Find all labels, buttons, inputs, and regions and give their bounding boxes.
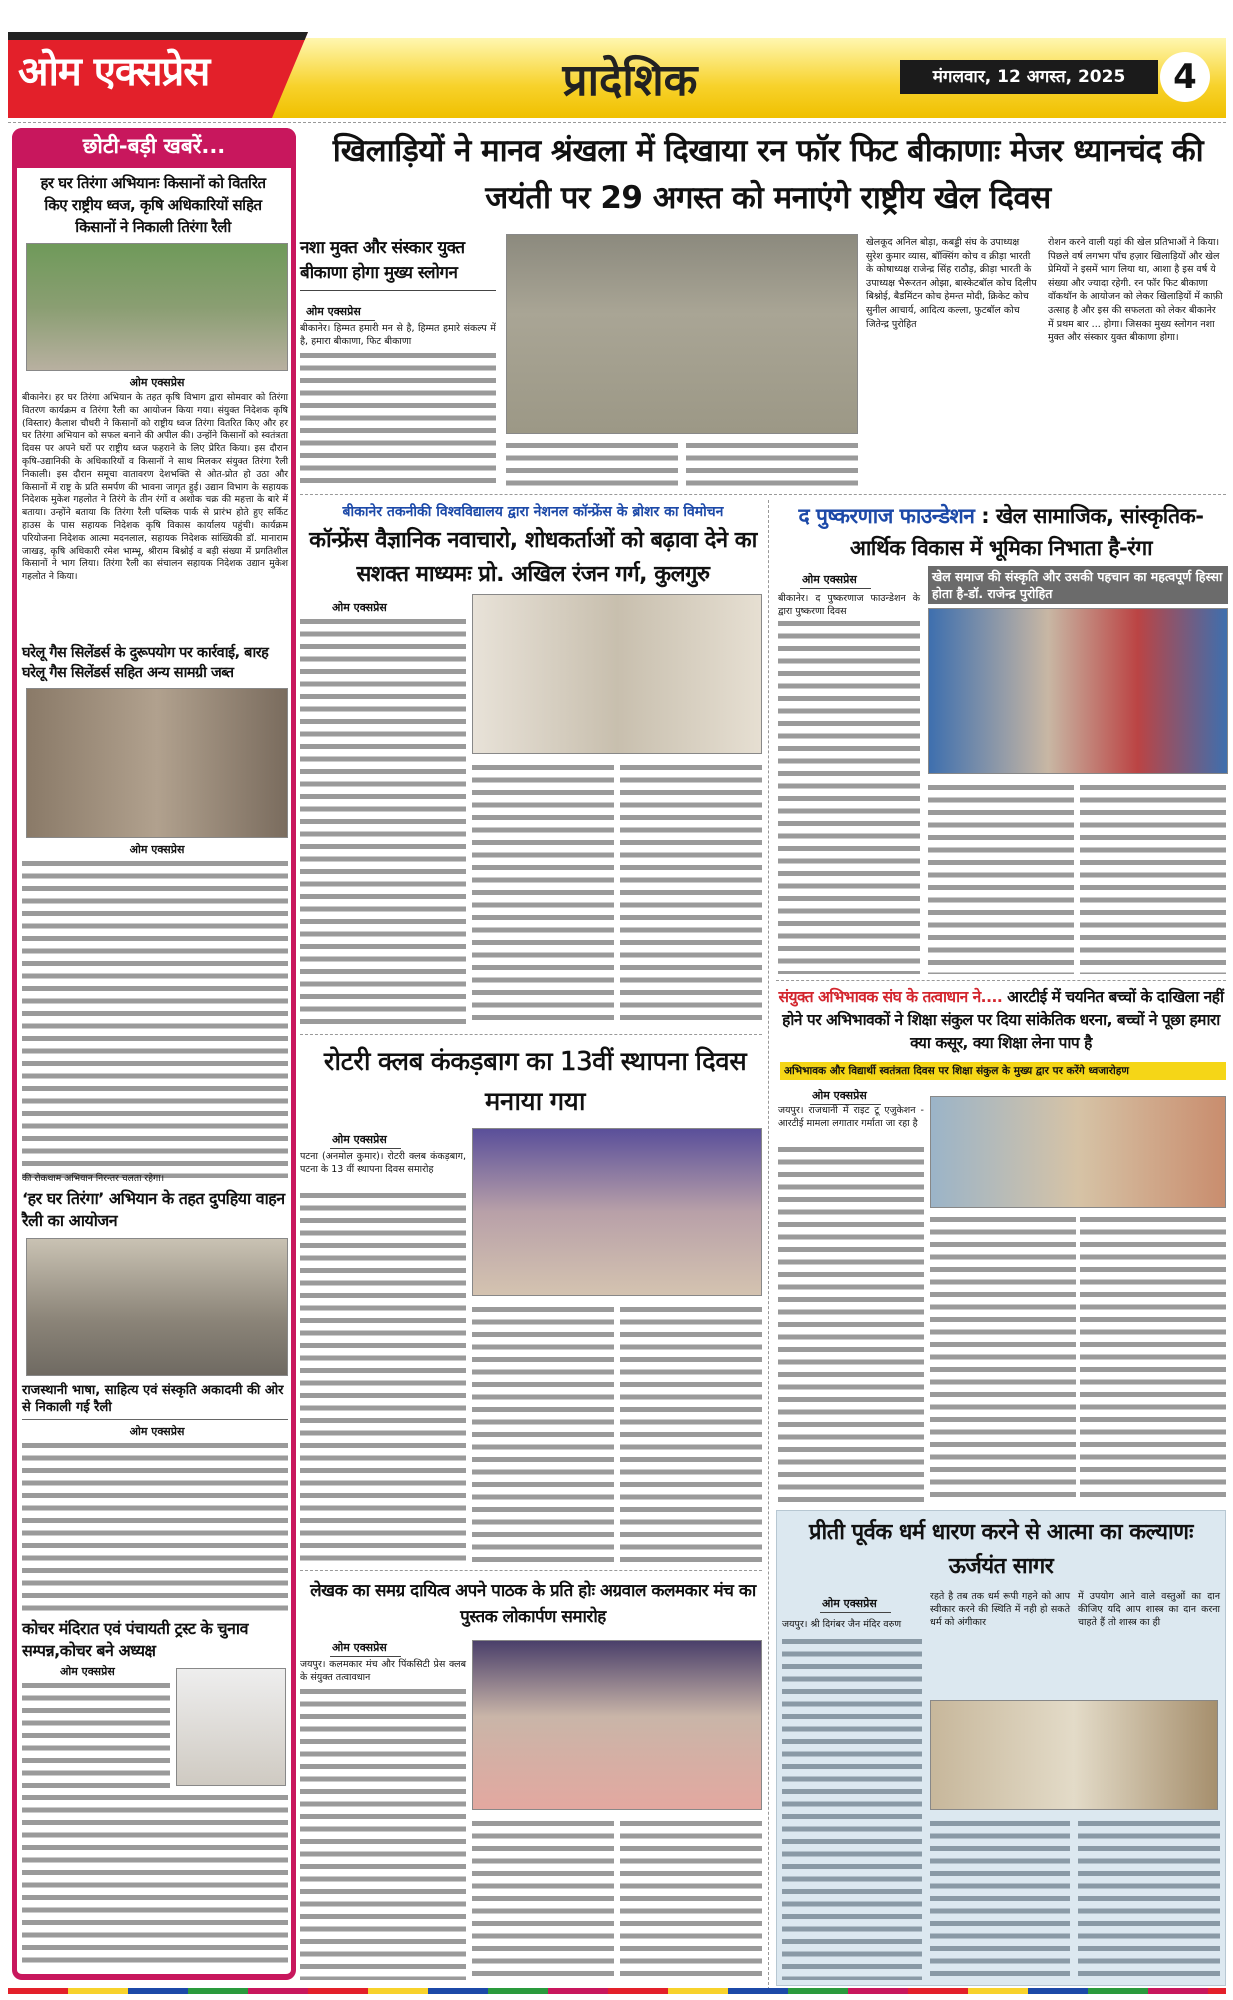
lead-subhead: नशा मुक्त और संस्कार युक्त बीकाणा होगा मुख्य स्लोगन [300, 236, 496, 291]
divider [300, 1570, 762, 1571]
dharma-body-col3: में उपयोग आने वाले वस्तुओं का दान कीजिए यदि आप शास्त्र का दान करना चाहते हैं तो शास्त्र का ही [1078, 1591, 1220, 1628]
photo-brochure-release [472, 594, 762, 754]
conference-kicker: बीकानेर तकनीकी विश्वविद्यालय द्वारा नेशनल कॉन्फ्रेंस के ब्रोशर का विमोचन [342, 504, 724, 520]
rotary-headline: रोटरी क्लब कंकड़बाग का 13वीं स्थापना दिवस मनाया गया [323, 1047, 747, 1117]
photo-gas-cylinders [26, 688, 288, 838]
footer-bar [8, 1988, 1226, 1994]
dharma-headline: प्रीती पूर्वक धर्म धारण करने से आत्मा का कल्याणः ऊर्जयंत सागर [808, 1520, 1194, 1579]
photo-pushkarna-event [928, 608, 1228, 774]
photo-credit: ओम एक्सप्रेस [129, 843, 185, 856]
date-box: मंगलवार, 12 अगस्त, 2025 [900, 60, 1158, 94]
lead-body-col2b [686, 440, 858, 488]
sidebar-headline-4: कोचर मंदिरात एवं पंचायती ट्रस्ट के चुनाव सम्पन्न,कोचर बने अध्यक्ष [22, 1619, 248, 1660]
dharma-body [782, 1636, 922, 1980]
rte-body-col2 [930, 1214, 1076, 1504]
lekhak-body-col2 [472, 1818, 614, 1980]
logo-text: ओम एक्सप्रेस [18, 49, 210, 95]
sidebar-headline-3: ‘हर घर तिरंगा’ अभियान के तहत दुपहिया वाहन रैली का आयोजन [22, 1189, 285, 1230]
conference-body-col2 [472, 762, 614, 1026]
byline: ओम एक्सप्रेस [330, 1128, 401, 1149]
rotary-body-col3 [620, 1304, 762, 1562]
photo-tiranga-rally [26, 243, 288, 371]
pushkarna-headline-text: खेल सामाजिक, सांस्कृतिक- आर्थिक विकास में भूमिका निभाता है-रंगा [849, 504, 1204, 560]
sidebar-headline-2: घरेलू गैस सिलेंडर्स के दुरूपयोग पर कार्रवाई, बारह घरेलू गैस सिलेंडर्स सहित अन्य सामग्री जब्त [22, 645, 269, 681]
conference-headline: कॉन्फ्रेंस वैज्ञानिक नवाचारो, शोधकर्ताओं को बढ़ावा देने का सशक्त माध्यमः प्रो. अखिल रंजन गर्ग, कुलगुरु [309, 528, 757, 587]
column-divider [768, 500, 769, 1990]
byline: ओम एक्सप्रेस [330, 596, 401, 617]
byline: ओम एक्सप्रेस [800, 568, 871, 589]
photo-caption: राजस्थानी भाषा, साहित्य एवं संस्कृति अकादमी की ओर से निकाली गई रैली [22, 1382, 288, 1420]
section-title: प्रादेशिक [562, 55, 698, 106]
byline: ओम एक्सप्रेस [60, 1665, 115, 1678]
lead-body-col4: रोशन करने वाली यहां की खेल प्रतिभाओं ने किया।पिछले वर्ष लगभग पाँच हज़ार खिलाड़ियों और खेल प्रेमियों ने इसमें भाग लिया था, आशा है इस वर्ष ये संख्या और ज्यादा रहेगी. रन फॉर फिट बीकाणा वॉकथॉन के आयोजन को लेकर खिलाड़ियों में काफ़ी उत्साह है और इस की सफलता को लेकर बीकानेर में प्रथम बार ... होगा। जिसका मुख्य स्लोगन नशा मुक्त और संस्कार युक्त बीकाणा होगा। [1048, 237, 1223, 344]
photo-rte-protest [930, 1096, 1226, 1208]
sidebar-story-4-body [22, 1680, 170, 1790]
pushkarna-kicker: द पुष्करणाज फाउन्डेशन [798, 504, 975, 528]
sidebar-story-2-body [22, 858, 288, 1178]
photo-credit: ओम एक्सप्रेस [129, 376, 185, 389]
sidebar-story-1-body: बीकानेर। हर घर तिरंगा अभियान के तहत कृषि विभाग द्वारा सोमवार को तिरंगा वितरण कार्यक्रम व तिरंगा रैली का आयोजन किया गया। संयुक्त निदेशक कृषि (विस्तार) कैलाश चौधरी ने किसानों को राष्ट्रीय ध्वज तिरंगा वितरित किए और हर घर तिरंगा अभियान को सफल बनाने की अपील की। उन्होंने किसानों को स्वतंत्रता दिवस पर अपने घरों पर राष्ट्रीय ध्वज फहराने के लिए प्रेरित किया। इस दौरान कृषि-उद्यानिकी के अधिकारियों व किसानों ने साथ मिलकर संयुक्त तिरंगा रैली निकाली। इस दौरान समूचा वातावरण देशभक्ति से ओत-प्रोत हो उठा और किसानों में राष्ट्र के प्रति समर्पण की भावना जागृत हुई। उद्यान विभाग के सहायक निदेशक मुकेश गहलोत ने तिरंगे के तीन रंगों व अशोक चक्र की महत्ता के बारे में बताया। उन्होंने बताया कि तिरंगा रैली पब्लिक पार्क से प्रारंभ होते हुए सर्किट हाउस के पास सहायक निदेशक कृषि विकास कार्यालय पहुंची। कार्यक्रम परियोजना निदेशक आत्मा मदनलाल, सहायक निदेशक सांख्यिकी डॉ. मानाराम जाखड़, कृषि अधिकारी रमेश भाम्भू, श्रीराम बिश्नोई व बड़ी संख्या में प्रगतिशील किसानों ने भाग लिया। तिरंगा रैली का संचालन सहायक निदेशक उद्यान मुकेश गहलोत ने किया। [22, 392, 288, 583]
rte-headline [776, 986, 1226, 1055]
lead-body-col2 [506, 440, 678, 488]
story-ending: की रोकथाम अभियान निरन्तर चलता रहेगा। [22, 1173, 165, 1184]
byline: ओम एक्सप्रेस [820, 1592, 891, 1613]
photo-book-launch [472, 1640, 762, 1810]
rte-body [778, 1144, 924, 1504]
lekhak-body-start: जयपुर। कलमकार मंच और पिंकसिटी प्रेस क्लब के संयुक्त तत्वावधान [300, 1659, 466, 1683]
sidebar-story-3-body [22, 1440, 288, 1612]
photo-credit: ओम एक्सप्रेस [129, 1425, 185, 1438]
pushkarna-body-col2 [928, 782, 1074, 974]
rotary-body [300, 1190, 466, 1562]
divider [300, 1034, 762, 1035]
conference-body-col3 [620, 762, 762, 1026]
sidebar-story-4-body-cont [22, 1792, 288, 1964]
dharma-body-col2: रहते है तब तक धर्म रूपी गहने को आप स्वीकार करने की स्थिति में नही हो सकते धर्म को अंगीकार [930, 1591, 1070, 1628]
pushkarna-headline: द पुष्करणाज फाउन्डेशन : खेल सामाजिक, सांस्कृतिक- आर्थिक विकास में भूमिका निभाता है-रंगा [798, 504, 1204, 560]
photo-kochar-portrait [176, 1668, 286, 1786]
photo-bike-rally [26, 1238, 288, 1376]
conference-body [300, 616, 466, 1026]
lead-body-start: बीकानेर। हिम्मत हमारी मन से है, हिम्मत हमारे संकल्प में है, हमारा बीकाणा, फिट बीकाणा [300, 323, 496, 347]
dharma-body-col2b [930, 1818, 1070, 1980]
sidebar-headline-1: हर घर तिरंगा अभियानः किसानों को वितरित किए राष्ट्रीय ध्वज, कृषि अधिकारियों सहित किसानों ने निकाली तिरंगा रैली [40, 174, 266, 236]
lekhak-headline: लेखक का समग्र दायित्व अपने पाठक के प्रति होः अग्रवाल कलमकार मंच का पुस्तक लोकार्पण समारोह [310, 1581, 756, 1627]
divider [776, 980, 1226, 981]
pushkarna-body-col3 [1080, 782, 1226, 974]
rte-kicker: संयुक्त अभिभावक संघ के तत्वाधान ने.... [778, 988, 1003, 1006]
divider [300, 494, 1226, 495]
rotary-body-start: पटना (अनमोल कुमार)। रोटरी क्लब कंकड़बाग, पटना के 13 वीं स्थापना दिवस समारोह [300, 1151, 466, 1175]
rte-body-col3 [1080, 1214, 1226, 1504]
pushkarna-body [778, 618, 920, 974]
rte-headline-text: आरटीई में चयनित बच्चों के दाखिला नहीं होने पर अभिभावकों ने शिक्षा संकुल पर दिया सांकेतिक धरना, बच्चों ने पूछा हमारा क्या कसूर, क्या शिक्षा लेना पाप है [782, 988, 1224, 1052]
pushkarna-caption: खेल समाज की संस्कृति और उसकी पहचान का महत्वपूर्ण हिस्सा होता है-डॉ. राजेन्द्र पुरोहित [928, 566, 1228, 604]
byline: ओम एक्सप्रेस [330, 1636, 401, 1657]
lead-headline: खिलाड़ियों ने मानव श्रंखला में दिखाया रन फॉर फिट बीकाणाः मेजर ध्यानचंद की जयंती पर 29 अगस्त को मनाएंगे राष्ट्रीय खेल दिवस [332, 133, 1204, 216]
lekhak-body-col3 [620, 1818, 762, 1980]
rotary-body-col2 [472, 1304, 614, 1562]
dharma-body-col3b [1078, 1818, 1220, 1980]
pushkarna-body-start: बीकानेर। द पुष्करणाज फाउन्डेशन के द्वारा पुष्करणा दिवस [778, 593, 920, 617]
rte-body-start: जयपुर। राजधानी में राइट टू एजुकेशन - आरटीई मामला लगातार गर्माता जा रहा है [778, 1105, 924, 1129]
divider [8, 122, 1226, 123]
photo-jain-saint [930, 1700, 1218, 1810]
sidebar-title: छोटी-बड़ी खबरें... [12, 128, 296, 168]
lead-body [300, 350, 496, 488]
lekhak-body [300, 1686, 466, 1980]
byline: ओम एक्सप्रेस [810, 1084, 881, 1105]
page-number: 4 [1160, 52, 1210, 102]
byline: ओम एक्सप्रेस [304, 300, 375, 321]
lead-body-col3: खेलकूद अनिल बोड़ा, कबड्डी संघ के उपाध्यक्ष सुरेश कुमार व्यास, बॉक्सिंग कोच व क्रीड़ा भारती के कोषाध्यक्ष राजेन्द्र सिंह राठौड़, क्रीड़ा भारती के उपाध्यक्ष भैरूरतन ओझा, बास्केटबॉल कोच दिलीप बिश्नोई, बैडमिंटन कोच हेमन्त मोदी, क्रिकेट कोच सुनील आचार्य, आदित्य कल्ला, फुटबॉल कोच जितेन्द्र पुरोहित [866, 237, 1037, 330]
dharma-body-start: जयपुर। श्री दिगंबर जैन मंदिर वरुण [782, 1619, 902, 1630]
photo-human-chain [506, 234, 858, 434]
rte-strap: अभिभावक और विद्यार्थी स्वतंत्रता दिवस पर शिक्षा संकुल के मुख्य द्वार पर करेंगे ध्वजारोहण [780, 1062, 1226, 1080]
photo-rotary-event [472, 1128, 762, 1296]
